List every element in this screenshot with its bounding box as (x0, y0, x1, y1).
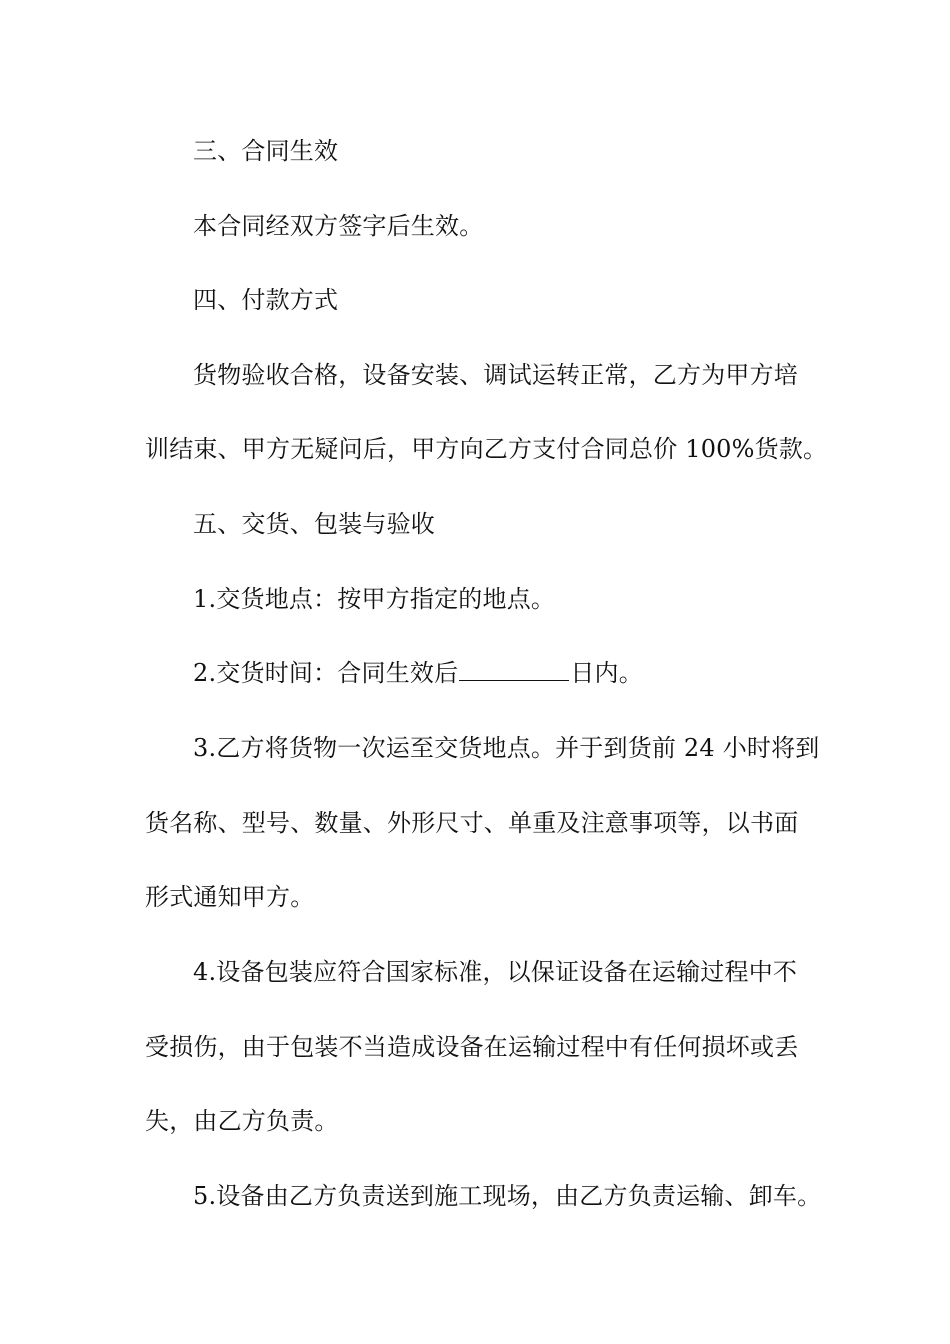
section-5-item-5-line-1: 5.设备由乙方负责送到施工现场，由乙方负责运输、卸车。 (193, 1182, 822, 1210)
section-5-item-1: 1.交货地点：按甲方指定的地点。 (193, 585, 556, 613)
item-2-text-before-blank: 2.交货时间：合同生效后 (193, 659, 459, 687)
section-3-title: 三、合同生效 (193, 137, 339, 165)
section-4-paragraph-line-2: 训结束、甲方无疑问后，甲方向乙方支付合同总价 100%货款。 (145, 435, 828, 463)
section-5-item-4-line-3: 失，由乙方负责。 (145, 1107, 339, 1135)
item-2-text-after-blank: 日内。 (570, 659, 643, 687)
section-5-item-4-line-1: 4.设备包装应符合国家标准，以保证设备在运输过程中不 (193, 958, 798, 986)
delivery-days-blank (459, 658, 569, 681)
section-4-paragraph-line-1: 货物验收合格，设备安装、调试运转正常，乙方为甲方培 (193, 361, 798, 389)
section-3-body: 本合同经双方签字后生效。 (193, 212, 484, 240)
section-5-item-2 (193, 658, 810, 688)
section-5-item-3-line-3: 形式通知甲方。 (145, 883, 315, 911)
section-5-item-3-line-1: 3.乙方将货物一次运至交货地点。并于到货前 24 小时将到 (193, 734, 820, 762)
section-5-item-4-line-2: 受损伤，由于包装不当造成设备在运输过程中有任何损坏或丢 (145, 1033, 799, 1061)
section-5-item-3-line-2: 货名称、型号、数量、外形尺寸、单重及注意事项等，以书面 (145, 809, 799, 837)
section-5-title: 五、交货、包装与验收 (193, 510, 435, 538)
section-4-title: 四、付款方式 (193, 286, 339, 314)
